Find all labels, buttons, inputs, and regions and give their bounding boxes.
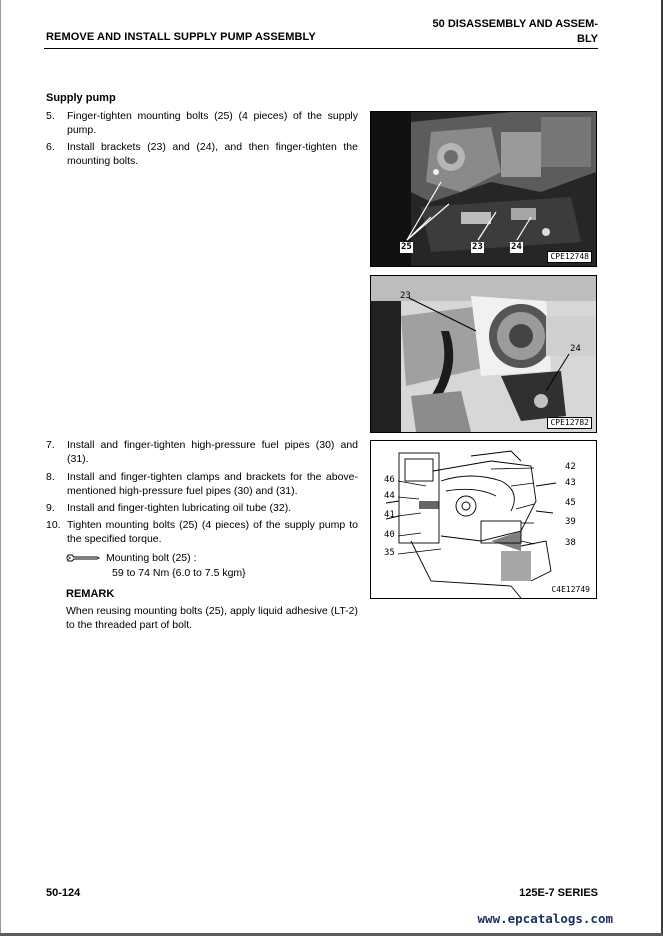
callout-38: 38 (565, 538, 576, 548)
step-number: 9. (46, 502, 55, 514)
step-text: Install and finger-tighten clamps and brackets for the above-mentioned high-pressure fuel pipes (30) and (31). (67, 471, 358, 497)
wrench-icon (66, 552, 100, 564)
callout-46: 46 (384, 475, 395, 485)
callout-24: 24 (570, 344, 581, 354)
header-chapter-line1: 50 DISASSEMBLY AND ASSEM- (432, 18, 598, 30)
step-10 (46, 518, 358, 546)
torque-value: 59 to 74 Nm {6.0 to 7.5 kgm} (112, 567, 246, 579)
callout-39: 39 (565, 517, 576, 527)
callout-25: 25 (401, 242, 412, 252)
section-title: Supply pump (46, 92, 116, 104)
callout-42: 42 (565, 462, 576, 472)
header-rule (44, 48, 598, 49)
page-number: 50-124 (46, 887, 81, 899)
page-border-left (0, 0, 1, 936)
remark-text: When reusing mounting bolts (25), apply liquid adhesive (LT-2) to the threaded part of bolt. (66, 605, 358, 631)
figure-photo-brackets-closeup (370, 275, 597, 433)
step-9 (46, 501, 358, 515)
figure-code: C4E12749 (551, 585, 590, 594)
callout-23: 23 (400, 291, 411, 301)
step-number: 8. (46, 471, 55, 483)
figure-code: CPE12782 (547, 417, 592, 429)
step-5 (46, 109, 358, 137)
callout-35: 35 (384, 548, 395, 558)
callout-44: 44 (384, 491, 395, 501)
figure-code: CPE12748 (547, 251, 592, 263)
step-6 (46, 140, 358, 168)
step-8 (46, 470, 358, 498)
callout-43: 43 (565, 478, 576, 488)
step-text: Install brackets (23) and (24), and then finger-tighten the mounting bolts. (67, 141, 358, 167)
step-text: Install and finger-tighten high-pressure fuel pipes (30) and (31). (67, 439, 358, 465)
step-number: 7. (46, 439, 55, 451)
callout-45: 45 (565, 498, 576, 508)
torque-label: Mounting bolt (25) : (106, 552, 197, 564)
header-chapter-line2: BLY (577, 33, 598, 45)
step-number: 10. (46, 519, 61, 531)
figure-drawing-fuel-pipes (370, 440, 597, 599)
step-text: Tighten mounting bolts (25) (4 pieces) of the supply pump to the specified torque. (67, 519, 358, 545)
callout-41: 41 (384, 510, 395, 520)
watermark-text: www.epcatalogs.com (477, 911, 613, 926)
series-label: 125E-7 SERIES (519, 887, 598, 899)
header-section-title: REMOVE AND INSTALL SUPPLY PUMP ASSEMBLY (46, 31, 316, 43)
step-text: Install and finger-tighten lubricating oil tube (32). (67, 502, 292, 514)
header-chapter-title (433, 17, 598, 47)
callout-24: 24 (511, 242, 522, 252)
step-text: Finger-tighten mounting bolts (25) (4 pieces) of the supply pump. (67, 110, 358, 136)
step-number: 5. (46, 110, 55, 122)
fuel-pipe-drawing (371, 441, 596, 598)
callout-23: 23 (472, 242, 483, 252)
remark-title: REMARK (66, 588, 115, 600)
step-7 (46, 438, 358, 466)
figure-photo-pump-brackets (370, 111, 597, 267)
step-number: 6. (46, 141, 55, 153)
callout-40: 40 (384, 530, 395, 540)
